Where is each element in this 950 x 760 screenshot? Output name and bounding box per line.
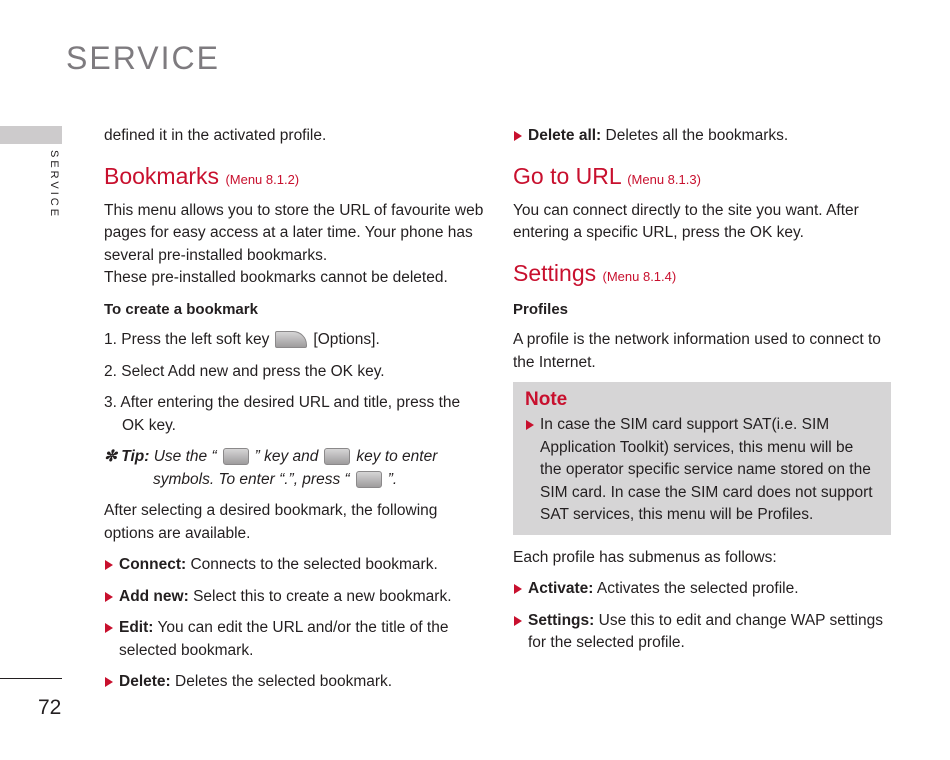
bookmarks-menu-ref: (Menu 8.1.2) (225, 171, 300, 187)
option-text: Connects to the selected bookmark. (190, 556, 438, 573)
note-text: In case the SIM card support SAT(i.e. SIM Application Toolkit) services, this menu will be the operator specific service name stored on the SIM card. In case the SIM card does not support SAT services, this menu will be Profiles. (525, 414, 877, 527)
submenu-settings (513, 610, 891, 655)
footer-rule (0, 678, 62, 679)
left-soft-key-icon (275, 331, 307, 348)
tip-part-d: ”. (387, 470, 398, 488)
settings-heading (513, 259, 891, 291)
option-label: Connect: (119, 556, 187, 573)
bookmarks-title: Bookmarks (104, 162, 220, 189)
options-intro: After selecting a desired bookmark, the following options are available. (104, 502, 438, 542)
left-column (104, 125, 484, 703)
option-label: Add new: (119, 587, 189, 605)
page-header-title: SERVICE (66, 40, 220, 76)
option-delete (104, 671, 484, 694)
option-text: You can edit the URL and/or the title of the selected bookmark. (119, 619, 449, 659)
option-label: Delete: (119, 673, 171, 690)
option-label: Settings: (528, 611, 595, 629)
option-text: Use this to edit and change WAP settings for the selected profile. (528, 611, 883, 651)
go-to-url-desc: You can connect directly to the site you want. After entering a specific URL, press the OK key. (513, 201, 859, 241)
tip-part-c: key to enter symbols. To enter “.”, press “ (153, 448, 438, 488)
go-to-url-heading (513, 162, 891, 194)
bookmarks-desc-2: These pre-installed bookmarks cannot be deleted. (104, 269, 448, 286)
option-text: Deletes the selected bookmark. (175, 673, 393, 690)
option-label: Activate: (528, 580, 594, 597)
key-1-icon (356, 471, 382, 488)
page-number: 72 (38, 696, 62, 719)
tip-part-b: ” key and (254, 448, 319, 465)
submenu-activate (513, 578, 891, 601)
go-to-url-title: Go to URL (513, 162, 621, 189)
tip (104, 446, 484, 491)
intro-text: defined it in the activated profile. (104, 127, 327, 144)
step-1-pre: 1. Press the left soft key (104, 331, 270, 348)
step-1-post: [Options]. (313, 331, 380, 348)
go-to-url-menu-ref: (Menu 8.1.3) (627, 171, 701, 187)
option-label: Edit: (119, 619, 154, 636)
option-connect (104, 554, 484, 577)
settings-menu-ref: (Menu 8.1.4) (602, 268, 677, 284)
right-column (513, 125, 891, 664)
option-label: Delete all: (528, 127, 602, 144)
side-tab (0, 126, 62, 144)
option-text: Select this to create a new bookmark. (193, 587, 452, 605)
submenus-intro: Each profile has submenus as follows: (513, 548, 777, 566)
option-text: Activates the selected profile. (596, 580, 799, 597)
step-3: 3. After entering the desired URL and title, press the OK key. (104, 394, 461, 434)
bookmarks-heading (104, 162, 484, 194)
create-bookmark-heading: To create a bookmark (104, 300, 258, 318)
option-delete-all (513, 125, 891, 148)
tip-part-a: Use the “ (153, 448, 217, 465)
profiles-desc: A profile is the network information used to connect to the Internet. (513, 331, 881, 371)
settings-title: Settings (513, 259, 597, 286)
key-1-icon (223, 448, 249, 465)
note-title: Note (525, 389, 568, 410)
tip-label: ✼ Tip: (104, 448, 150, 465)
note-box (513, 382, 891, 535)
bookmarks-desc-1: This menu allows you to store the URL of favourite web pages for easy access at a later time. Your phone has several pre-installed bookmarks. (104, 201, 484, 264)
star-key-icon (324, 448, 350, 465)
option-edit (104, 617, 484, 662)
option-text: Deletes all the bookmarks. (605, 127, 789, 144)
step-2: 2. Select Add new and press the OK key. (104, 362, 385, 380)
profiles-heading: Profiles (513, 300, 569, 318)
side-section-label: SERVICE (48, 150, 60, 220)
option-add-new (104, 586, 484, 609)
step-1 (104, 329, 484, 352)
